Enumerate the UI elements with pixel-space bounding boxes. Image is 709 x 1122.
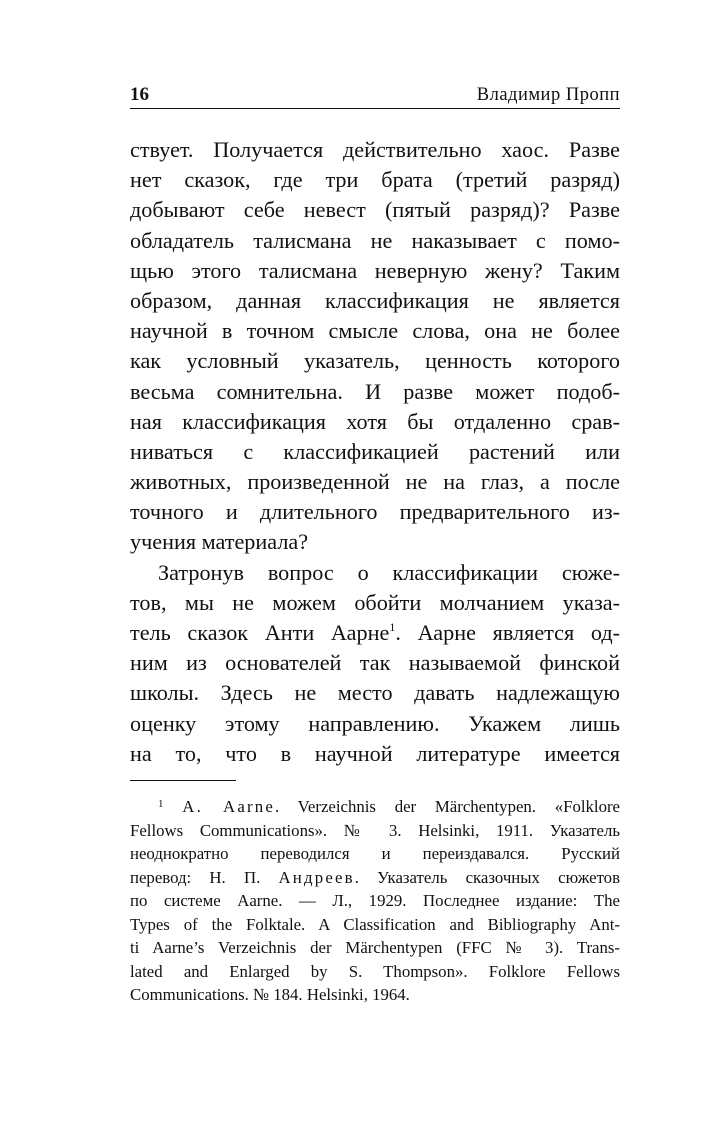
text-line: Затронув вопрос о классификации сюже- — [158, 559, 620, 585]
text-line: ствует. Получается действительно хаос. Разве — [130, 137, 620, 162]
footnote-line — [130, 866, 620, 890]
text-line: ниваться с классификацией растений или — [130, 438, 620, 464]
text-line: весьма сомнительна. И разве может подоб- — [130, 378, 620, 404]
footnote-line — [130, 795, 620, 819]
text-segment: перевод: Н. П. — [130, 867, 279, 887]
text-segment: тель сказок Анти Аарне — [130, 620, 390, 645]
text-line: образом, данная классификация не является — [130, 287, 620, 313]
footnote-reference[interactable]: 1 — [389, 620, 396, 634]
text-segment: . Указатель сказочных сюжетов — [354, 867, 620, 887]
footnote-marker: 1 — [158, 798, 164, 810]
footnote-line: Fellows Communications». № 3. Helsinki, 1911. Указатель — [130, 820, 620, 840]
footnote-line: по системе Aarne. — Л., 1929. Последнее издание: The — [130, 891, 620, 910]
footnote-line: lated and Enlarged by S. Thompson». Folklore Fellows — [130, 961, 620, 981]
footnote-author: Андреев — [278, 867, 355, 887]
text-line: добывают себе невест (пятый разряд)? Разве — [130, 197, 620, 223]
text-line: ная классификация хотя бы отдаленно срав- — [130, 408, 620, 434]
text-line: научной в точном смысле слова, она не более — [130, 318, 620, 344]
running-head: Владимир Пропп — [476, 85, 620, 105]
footnote-divider — [130, 780, 236, 781]
footnote-line: ti Aarne’s Verzeichnis der Märchentypen (FFC № 3). Trans- — [130, 938, 620, 957]
text-line: нет сказок, где три брата (третий разряд) — [130, 167, 620, 193]
footnote-line: неоднократно переводился и переиздавался. Русский — [130, 844, 620, 863]
text-line: ним из основателей так называемой финской — [130, 650, 620, 676]
text-segment: . Verzeichnis der Märchentypen. «Folklore — [275, 797, 621, 816]
text-line: учения материала? — [130, 529, 309, 555]
footnote-line: Communications. № 184. Helsinki, 1964. — [130, 985, 410, 1004]
text-line-with-footnote-ref — [130, 618, 620, 648]
text-line: точного и длительного предварительного из- — [130, 499, 620, 525]
footnote — [130, 795, 620, 1007]
text-segment: . Аарне является од- — [395, 620, 621, 645]
footnote-author: A. Aarne — [182, 797, 276, 816]
text-line: обладатель талисмана не наказывает с помо- — [130, 227, 620, 253]
text-line: как условный указатель, ценность которого — [130, 348, 620, 374]
page-number: 16 — [130, 84, 149, 105]
text-line: оценку этому направлению. Укажем лишь — [130, 710, 620, 736]
text-line: животных, произведенной не на глаз, а после — [130, 469, 620, 495]
footnote-line: Types of the Folktale. A Classification and Bibliography Ant- — [130, 914, 620, 934]
page-header — [130, 84, 620, 109]
main-text — [130, 135, 620, 769]
text-line: школы. Здесь не место давать надлежащую — [130, 680, 620, 706]
text-line: щью этого талисмана неверную жену? Таким — [130, 257, 620, 283]
text-line: тов, мы не можем обойти молчанием указа- — [130, 589, 620, 615]
text-line: на то, что в научной литературе имеется — [130, 740, 620, 766]
